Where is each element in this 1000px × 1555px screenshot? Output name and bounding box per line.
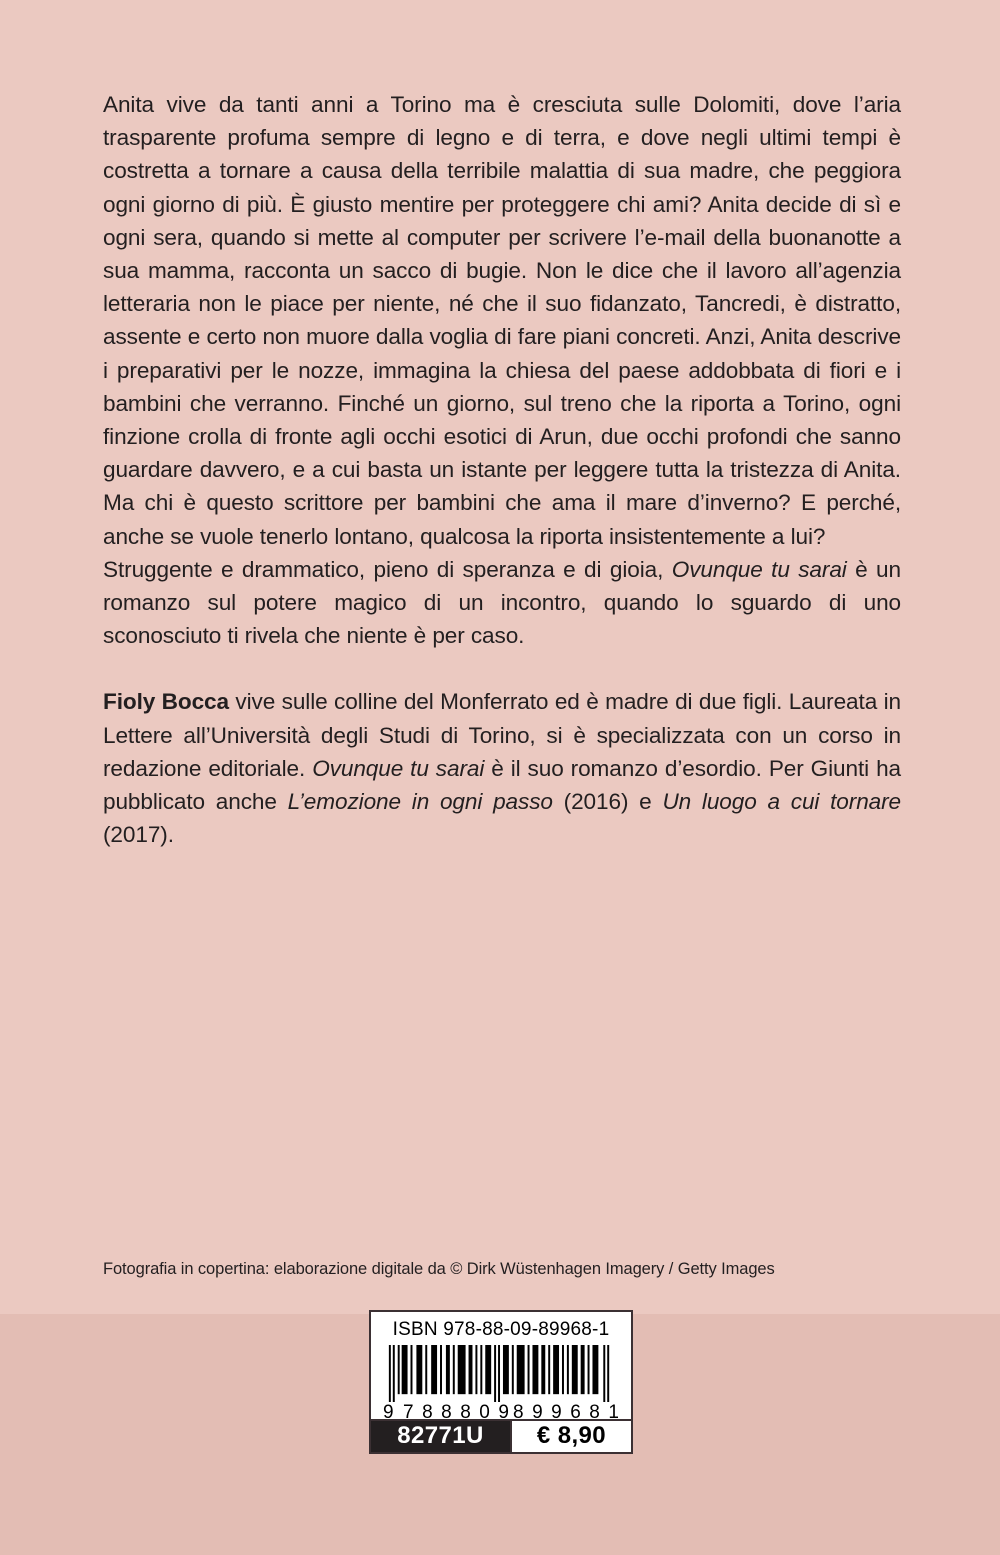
blurb-paragraph-1 [103,88,901,553]
barcode-digits-row [377,1402,628,1424]
barcode-digits-left: 788809 [403,1402,518,1424]
barcode-digits-right: 899681 [513,1402,628,1424]
blurb-paragraph-2-post: è un romanzo sul potere magico di un incontro, quando lo sguardo di uno sconosciuto ti rivela che niente è per caso. [103,556,901,649]
barcode-bars [381,1345,621,1402]
author-bio-text-3: (2016) e [552,789,663,815]
price-cell: € 8,90 [510,1421,631,1452]
author-name: Fioly Bocca [103,689,229,715]
isbn-barcode-block [369,1310,633,1454]
barcode-price-row [371,1419,631,1452]
blurb-paragraph-2 [103,553,901,653]
blurb-paragraph-2-pre: Struggente e drammatico, pieno di speranza e di gioia, [103,556,672,582]
author-bio-title-2: L’emozione in ogni passo [287,789,553,815]
isbn-number-label: ISBN 978-88-09-89968-1 [392,1319,610,1340]
author-bio [103,685,901,851]
product-code-cell: 82771U [371,1421,510,1452]
blurb-paragraph-1-text: Anita vive da tanti anni a Torino ma è cresciuta sulle Dolomiti, dove l’aria trasparente profuma sempre di legno e di terra, e dove negli ultimi tempi è costretta a tornare a causa della terribile malattia di sua madre, che peggiora ogni giorno di più. È giusto mentire per proteggere chi ami? Anita decide di sì e ogni sera, quando si mette al computer per scrivere l’e-mail della buonanotte a sua mamma, racconta un sacco di bugie. Non le dice che il lavoro all’agenzia letteraria non le piace per niente, né che il suo fidanzato, Tancredi, è distratto, assente e certo non muore dalla voglia di fare piani concreti. Anzi, Anita descrive i preparativi per le nozze, immagina la chiesa del paese addobbata di fiori e i bambini che verranno. Finché un giorno, sul treno che la riporta a Torino, ogni finzione crolla di fronte agli occhi esotici di Arun, due occhi profondi che sanno guardare davvero, e a cui basta un istante per leggere tutta la tristezza di Anita. Ma chi è questo scrittore per bambini che ama il mare d’inverno? E perché, anche se vuole tenerlo lontano, qualcosa la riporta insistentemente a lui? [103,92,901,549]
photo-credit-line: Fotografia in copertina: elaborazione digitale da © Dirk Wüstenhagen Imagery / Getty Images [103,1260,775,1278]
author-bio-text-4: (2017). [103,822,174,848]
author-bio-text-2: è il suo romanzo d’esordio. Per Giunti ha pubblicato anche [103,755,902,815]
book-title-inline: Ovunque tu sarai [671,556,847,582]
barcode-digit-lead: 9 [383,1402,394,1424]
author-bio-text-1: vive sulle colline del Monferrato ed è madre di due figli. Laureata in Lettere all’Università degli Studi di Torino, si è specializzata con un corso in redazione editoriale. [103,689,901,781]
blurb-container [103,88,901,851]
author-bio-title-1: Ovunque tu sarai [312,755,485,781]
author-bio-title-3: Un luogo a cui tornare [662,789,902,815]
barcode-bars-svg [381,1345,621,1402]
paragraph-spacer [103,652,901,685]
